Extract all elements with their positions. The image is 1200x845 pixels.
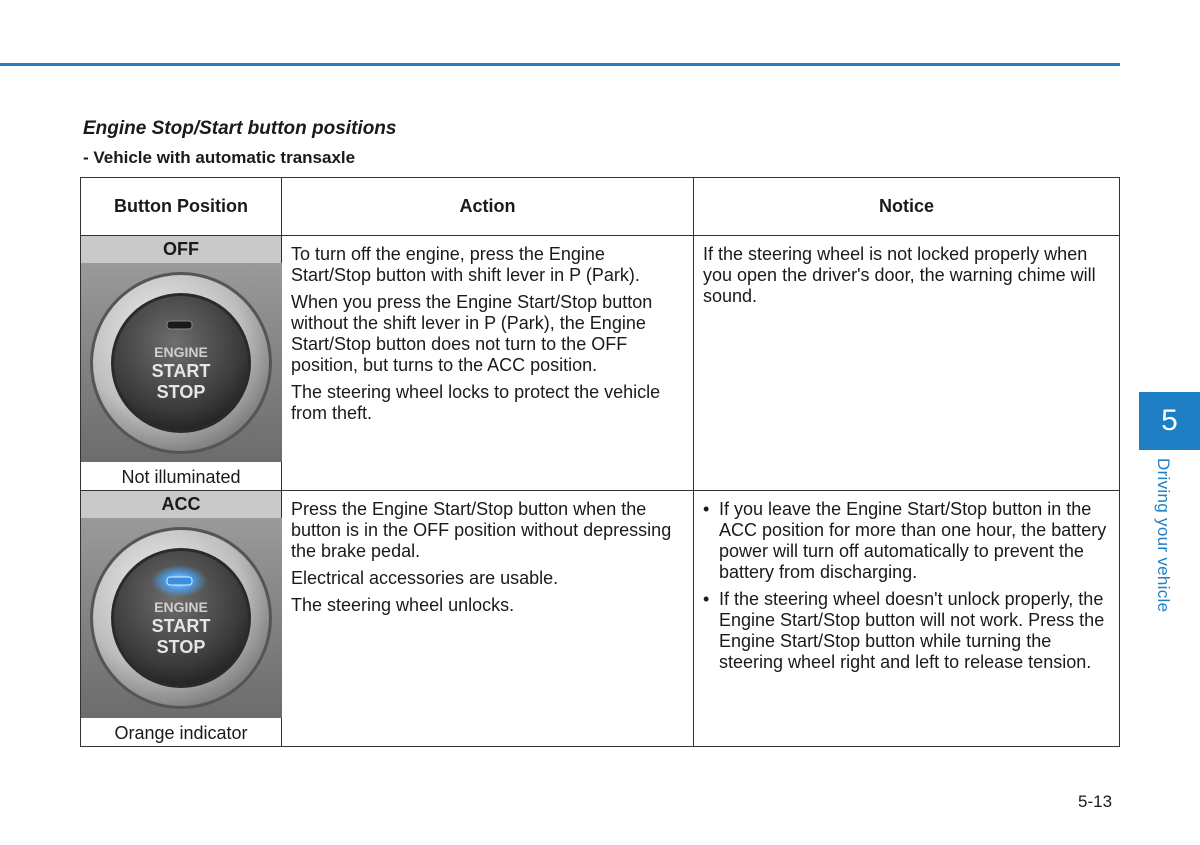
notice-text: If the steering wheel is not locked properly when you open the driver's door, the warning chime will sound. <box>703 244 1096 306</box>
notice-cell-off <box>694 236 1120 491</box>
action-text: When you press the Engine Start/Stop button without the shift lever in P (Park), the Engine Start/Stop button does not turn to the OFF position, but turns to the ACC position. <box>291 292 653 375</box>
page-number: 5-13 <box>1078 792 1113 811</box>
table-header-row <box>81 178 1120 236</box>
column-header-position: Button Position <box>81 178 282 236</box>
position-label-acc: ACC <box>81 491 281 518</box>
action-cell-acc <box>282 491 694 747</box>
section-heading: Engine Stop/Start button positions <box>83 118 397 139</box>
action-text: Electrical accessories are usable. <box>291 568 559 588</box>
engine-button-image-off <box>81 263 282 462</box>
table-row-acc <box>81 491 1120 747</box>
button-text-engine-acc: ENGINE <box>154 599 208 615</box>
action-text: The steering wheel locks to protect the vehicle from theft. <box>291 382 661 423</box>
button-text-start-acc: START <box>151 616 211 636</box>
section-subheading: - Vehicle with automatic transaxle <box>83 148 356 167</box>
button-text-stop-acc: STOP <box>156 637 206 657</box>
button-positions-table <box>80 177 1120 747</box>
button-text-engine-off: ENGINE <box>154 344 208 360</box>
notice-list-item: • If you leave the Engine Start/Stop button in the ACC position for more than one hour, the battery power will turn off automatically to prevent the battery from discharging. <box>703 499 1111 583</box>
position-caption-acc: Orange indicator <box>114 723 248 743</box>
position-cell-off <box>81 236 282 491</box>
button-text-stop-off: STOP <box>156 382 206 402</box>
chapter-title: Driving your vehicle <box>1154 458 1173 613</box>
notice-cell-acc <box>694 491 1120 747</box>
action-cell-off <box>282 236 694 491</box>
engine-button-image-acc <box>81 518 282 718</box>
notice-list <box>703 499 1111 673</box>
header-rule <box>0 63 1120 66</box>
position-label-off: OFF <box>81 236 281 263</box>
column-header-notice: Notice <box>694 178 1120 236</box>
table-row-off <box>81 236 1120 491</box>
chapter-tab: 5 <box>1139 392 1200 450</box>
notice-list-item: • If the steering wheel doesn't unlock properly, the Engine Start/Stop button will not work. Press the Engine Start/Stop button while turning the steering wheel right and left to release tension. <box>703 589 1111 673</box>
action-text: To turn off the engine, press the Engine Start/Stop button with shift lever in P (Park). <box>291 244 640 285</box>
action-text: The steering wheel unlocks. <box>291 595 515 615</box>
position-caption-off: Not illuminated <box>121 467 241 487</box>
position-cell-acc <box>81 491 282 747</box>
action-text: Press the Engine Start/Stop button when the button is in the OFF position without depressing the brake pedal. <box>291 499 672 561</box>
column-header-action: Action <box>282 178 694 236</box>
button-text-start-off: START <box>151 361 211 381</box>
